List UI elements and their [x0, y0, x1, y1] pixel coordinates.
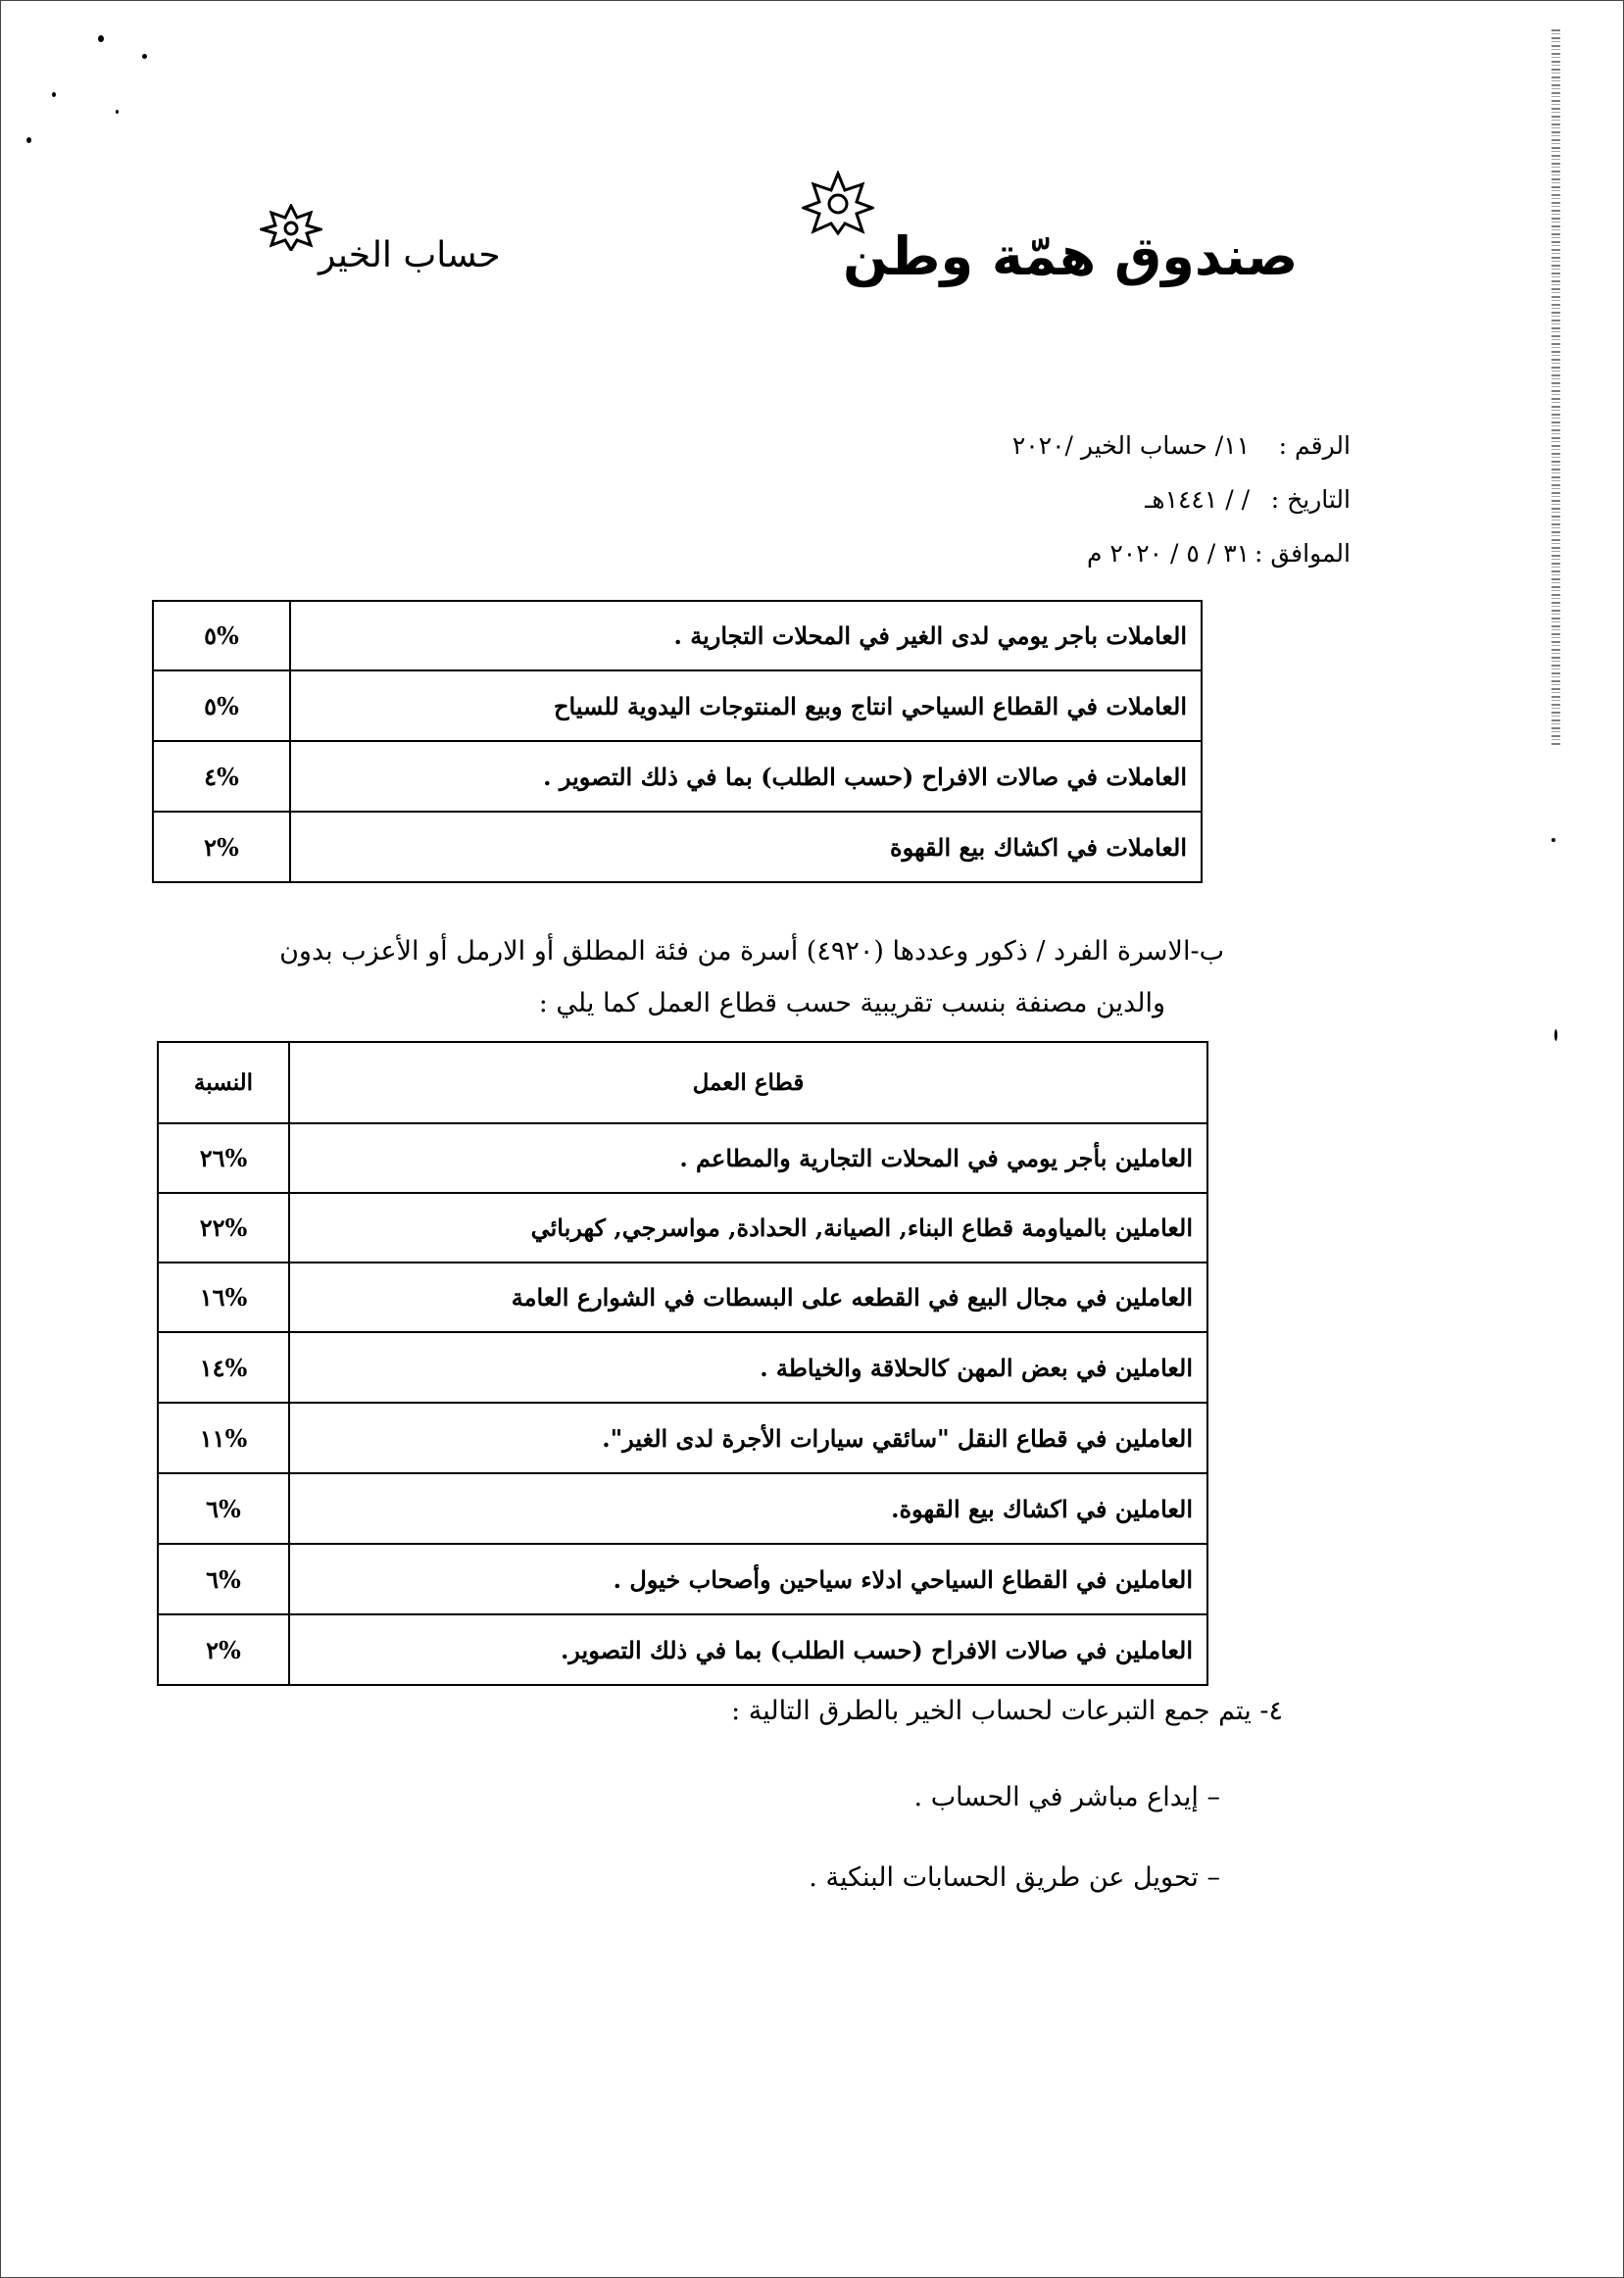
- flower-star-icon: [260, 204, 322, 251]
- table-row: [158, 1614, 1207, 1685]
- table-row: [158, 1263, 1207, 1332]
- scan-speck: [1554, 1029, 1557, 1041]
- scan-speck: [26, 137, 31, 143]
- hijri-date-label: التاريخ :: [1270, 485, 1351, 514]
- sector-column-header: قطاع العمل: [289, 1042, 1207, 1123]
- percent-cell: %٤: [153, 741, 290, 812]
- section-b-line-1: ب-الاسرة الفرد / ذكور وعددها (٤٩٢٠) أسرة من فئة المطلق أو الارمل أو الأعزب بدون: [279, 936, 1224, 966]
- table-row: [153, 670, 1202, 741]
- table-row: [158, 1473, 1207, 1544]
- sector-cell: العاملات في القطاع السياحي انتاج وبيع المنتوجات اليدوية للسياح: [290, 670, 1202, 741]
- percent-cell: %١٦: [158, 1263, 289, 1332]
- percent-cell: %٢٦: [158, 1123, 289, 1193]
- organization-name: صندوق همّة وطن: [843, 225, 1299, 287]
- percent-cell: %٦: [158, 1473, 289, 1544]
- reference-number-row: [1012, 431, 1351, 460]
- table-row: [158, 1403, 1207, 1473]
- reference-number-value: ١١/ حساب الخير /٢٠٢٠: [1011, 431, 1251, 460]
- gregorian-date-value: ٣١ / ٥ / ٢٠٢٠ م: [1086, 539, 1251, 568]
- sector-cell: العاملين في مجال البيع في القطعه على البسطات في الشوارع العامة: [289, 1263, 1207, 1332]
- list-item: – تحويل عن طريق الحسابات البنكية .: [809, 1862, 1220, 1893]
- table-row: [153, 601, 1202, 670]
- sector-cell: العاملات باجر يومي لدى الغير في المحلات التجارية .: [290, 601, 1202, 670]
- percent-cell: %٦: [158, 1544, 289, 1614]
- scan-speck: [142, 54, 147, 59]
- scan-speck: [1551, 838, 1555, 842]
- percent-cell: %٥: [153, 601, 290, 670]
- sector-cell: العاملات في صالات الافراح (حسب الطلب) بما في ذلك التصوير .: [290, 741, 1202, 812]
- sector-cell: العاملين بأجر يومي في المحلات التجارية والمطاعم .: [289, 1123, 1207, 1193]
- scan-speck: [116, 110, 119, 114]
- table-row: [153, 741, 1202, 812]
- hijri-date-row: [1145, 485, 1351, 514]
- percent-cell: %١١: [158, 1403, 289, 1473]
- table-header-row: [158, 1042, 1207, 1123]
- percent-column-header: النسبة: [158, 1042, 289, 1123]
- sector-cell: العاملين في القطاع السياحي ادلاء سياحين وأصحاب خيول .: [289, 1544, 1207, 1614]
- sector-cell: العاملين في بعض المهن كالحلاقة والخياطة .: [289, 1332, 1207, 1403]
- table-row: [158, 1123, 1207, 1193]
- hijri-date-value: / / ١٤٤١هـ: [1145, 485, 1251, 514]
- reference-number-label: الرقم :: [1278, 431, 1351, 460]
- section-b-line-2: والدين مصنفة بنسب تقريبية حسب قطاع العمل كما يلي :: [538, 988, 1165, 1018]
- account-name: حساب الخير: [319, 235, 501, 275]
- scan-edge-artifact: [1551, 29, 1560, 745]
- table-row: [153, 812, 1202, 882]
- table-row: [158, 1332, 1207, 1403]
- percent-cell: %٥: [153, 670, 290, 741]
- scan-speck: [98, 35, 104, 42]
- sector-cell: العاملين في قطاع النقل "سائقي سيارات الأجرة لدى الغير".: [289, 1403, 1207, 1473]
- sector-cell: العاملات في اكشاك بيع القهوة: [290, 812, 1202, 882]
- sector-cell: العاملين في اكشاك بيع القهوة.: [289, 1473, 1207, 1544]
- table-row: [158, 1193, 1207, 1263]
- percent-cell: %٢٢: [158, 1193, 289, 1263]
- gregorian-date-row: [1087, 539, 1351, 568]
- percent-cell: %١٤: [158, 1332, 289, 1403]
- percent-cell: %٢: [153, 812, 290, 882]
- list-item: – إيداع مباشر في الحساب .: [913, 1782, 1220, 1812]
- section-4-heading: ٤- يتم جمع التبرعات لحساب الخير بالطرق التالية :: [731, 1696, 1283, 1726]
- scan-speck: [52, 92, 56, 97]
- table-row: [158, 1544, 1207, 1614]
- percent-cell: %٢: [158, 1614, 289, 1685]
- sector-cell: العاملين بالمياومة قطاع البناء, الصيانة, الحدادة, مواسرجي, كهربائي: [289, 1193, 1207, 1263]
- women-sectors-table: [152, 600, 1203, 883]
- gregorian-date-label: الموافق :: [1254, 539, 1351, 568]
- men-sectors-table: [157, 1041, 1208, 1686]
- sector-cell: العاملين في صالات الافراح (حسب الطلب) بما في ذلك التصوير.: [289, 1614, 1207, 1685]
